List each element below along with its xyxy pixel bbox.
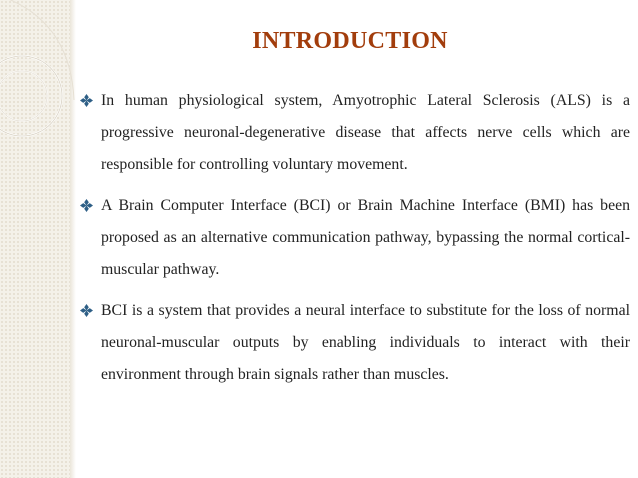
bullet-item-als [80, 85, 630, 181]
bullet-text: In human physiological system, Amyotrophic Lateral Sclerosis (ALS) is a progressive neuronal-degenerative disease that affects nerve cells which are responsible for controlling voluntary movement. [101, 92, 630, 173]
slide-title: INTRODUCTION [252, 28, 448, 54]
four-diamond-bullet-icon [80, 304, 93, 317]
bullet-text: BCI is a system that provides a neural interface to substitute for the loss of normal neuronal-muscular outputs by enabling individuals to interact with their environment through brain signals rather than muscles. [101, 302, 630, 383]
four-diamond-bullet-icon [80, 199, 93, 212]
bullet-item-bci-system [80, 295, 630, 391]
decorative-rings-icon [0, 0, 90, 170]
bullet-item-bci-definition [80, 190, 630, 286]
four-diamond-bullet-icon [80, 94, 93, 107]
bullet-text: A Brain Computer Interface (BCI) or Brain Machine Interface (BMI) has been proposed as an alternative communication pathway, bypassing the normal cortical-muscular pathway. [101, 197, 630, 278]
bullet-list [80, 85, 630, 400]
